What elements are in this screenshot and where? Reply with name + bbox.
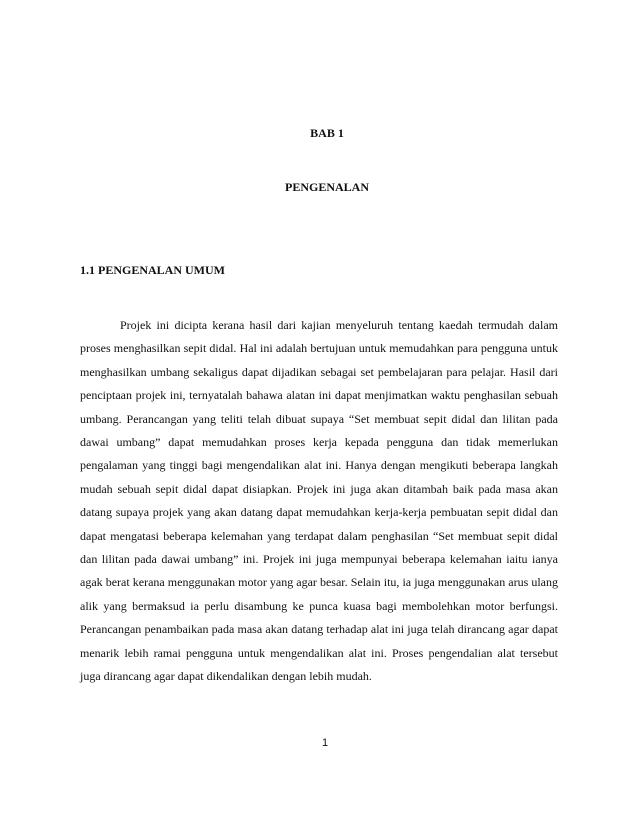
page-number: 1 xyxy=(321,737,329,749)
section-heading: 1.1 PENGENALAN UMUM xyxy=(80,263,225,277)
chapter-title: PENGENALAN xyxy=(284,180,369,194)
chapter-number: BAB 1 xyxy=(310,126,344,140)
body-paragraph: Projek ini dicipta kerana hasil dari kajian menyeluruh tentang kaedah termudah dalam proses menghasilkan sepit didal. Hal ini adalah bertujuan untuk memudahkan para pengguna untuk menghasilkan umbang sekaligus dapat dijadikan sebagai set pembelajaran para pelajar. Hasil dari penciptaan projek ini, ternyatalah bahawa alatan ini dapat menjimatkan waktu penghasilan sebuah umbang. Perancangan yang teliti telah dibuat supaya “Set membuat sepit didal dan lilitan pada dawai umbang” dapat memudahkan proses kerja kepada pengguna dan tidak memerlukan pengalaman yang tinggi bagi mengendalikan alat ini. Hanya dengan mengikuti beberapa langkah mudah sebuah sepit didal dapat disiapkan. Projek ini juga akan ditambah baik pada masa akan datang supaya projek yang akan datang dapat memudahkan kerja-kerja pembuatan sepit didal dan dapat mengatasi beberapa kelemahan yang terdapat dalam penghasilan “Set membuat sepit didal dan lilitan pada dawai umbang” ini. Projek ini juga mempunyai beberapa kelemahan iaitu ianya agak berat kerana menggunakan motor yang agar besar. Selain itu, ia juga menggunakan arus ulang alik yang bermaksud ia perlu disambung ke punca kuasa bagi membolehkan motor berfungsi. Perancangan penambaikan pada masa akan datang terhadap alat ini juga telah dirancang agar dapat menarik lebih ramai pengguna untuk mengendalikan alat ini. Proses pengendalian alat tersebut juga dirancang agar dapat dikendalikan dengan lebih mudah. xyxy=(80,318,558,684)
